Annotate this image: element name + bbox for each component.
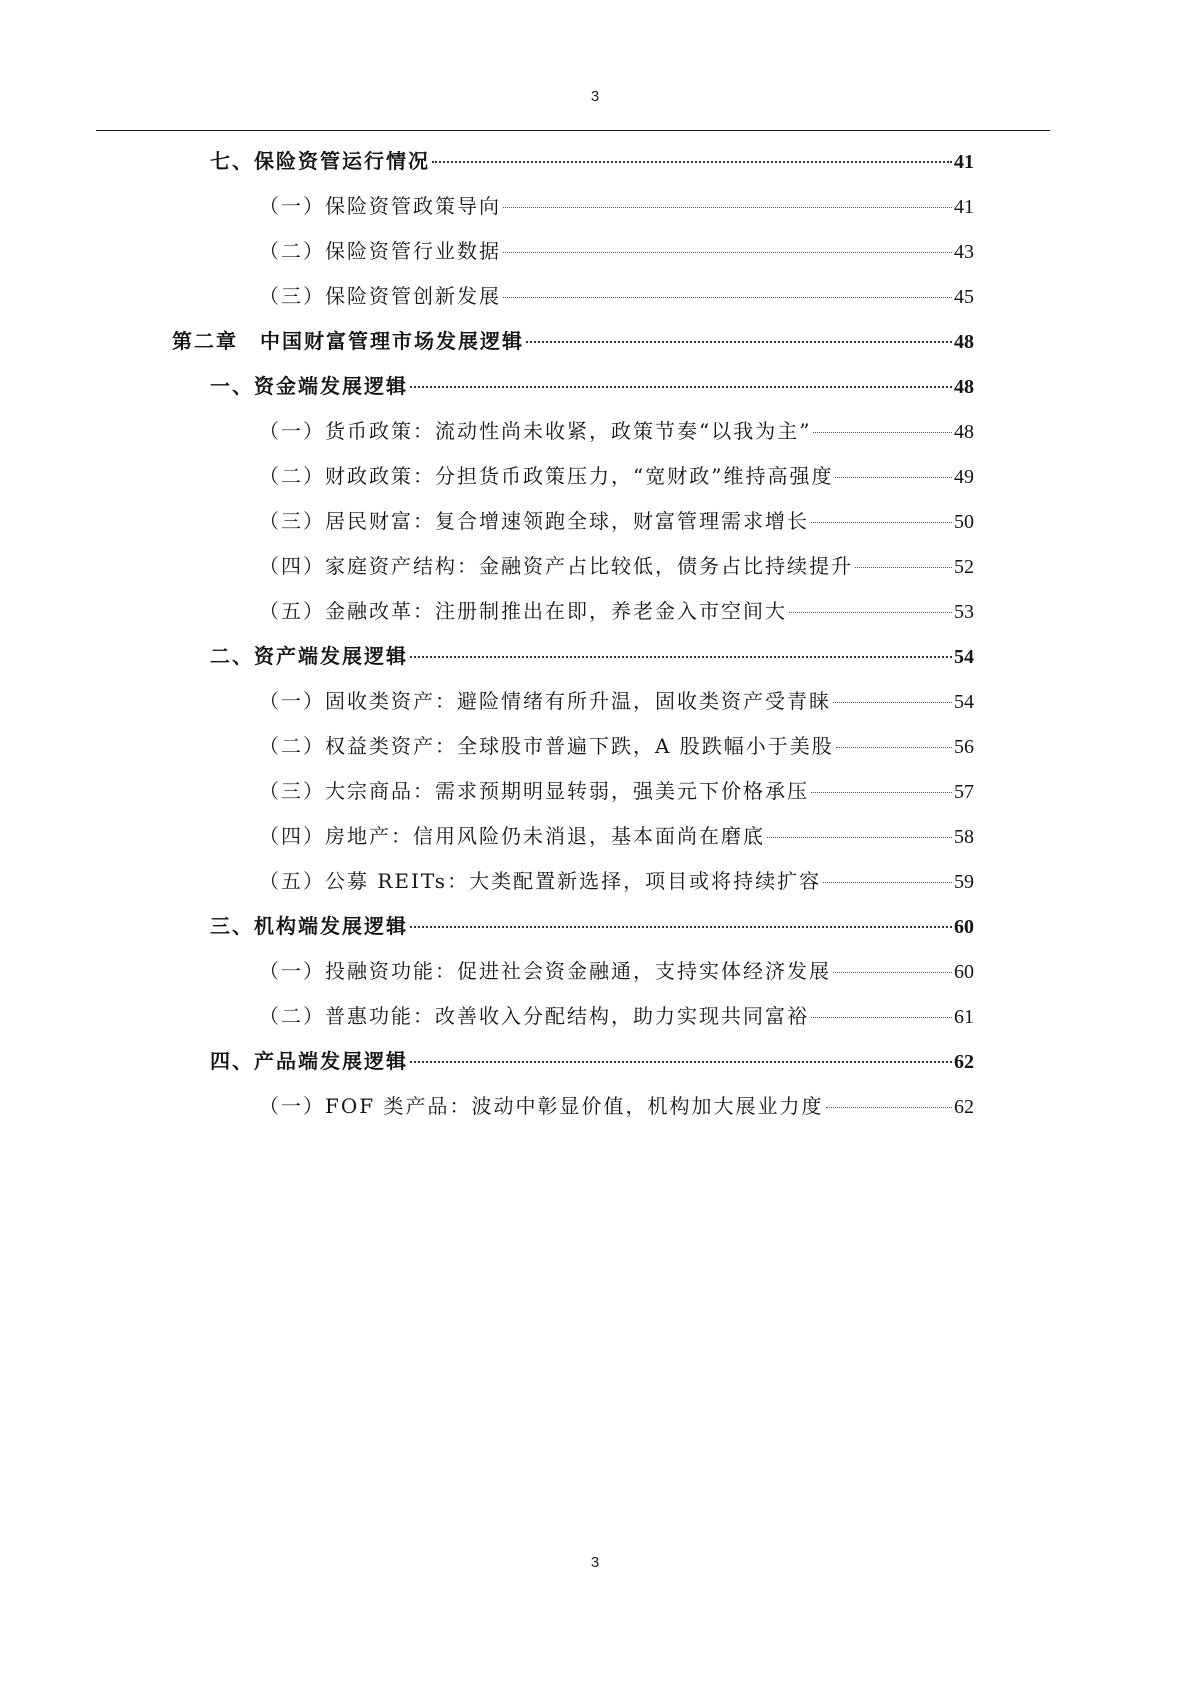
toc-leader-dots — [503, 297, 952, 298]
toc-entry-page: 41 — [954, 196, 974, 218]
toc-entry-page: 62 — [954, 1096, 974, 1118]
toc-entry-page: 48 — [954, 376, 974, 398]
toc-entry[interactable] — [259, 1000, 974, 1030]
toc-entry[interactable] — [259, 775, 974, 805]
toc-entry[interactable] — [259, 460, 974, 490]
toc-entry-title: （二）普惠功能：改善收入分配结构，助力实现共同富裕 — [259, 1004, 809, 1028]
toc-entry-title: （四）家庭资产结构：金融资产占比较低，债务占比持续提升 — [259, 554, 853, 578]
toc-leader-dots — [767, 837, 952, 838]
toc-entry-title: （一）FOF 类产品：波动中彰显价值，机构加大展业力度 — [259, 1094, 824, 1118]
toc-entry[interactable] — [210, 1045, 974, 1075]
toc-entry-page: 43 — [954, 241, 974, 263]
toc-leader-dots — [410, 656, 952, 658]
toc-entry-page: 62 — [954, 1051, 974, 1073]
toc-entry-page: 54 — [954, 646, 974, 668]
toc-entry[interactable] — [210, 910, 974, 940]
toc-entry[interactable] — [210, 640, 974, 670]
footer-page-number: 3 — [590, 1554, 600, 1571]
toc-entry[interactable] — [259, 955, 974, 985]
toc-entry-title: （五）金融改革：注册制推出在即，养老金入市空间大 — [259, 599, 787, 623]
toc-entry-page: 57 — [954, 781, 974, 803]
toc-entry-title: （一）货币政策：流动性尚未收紧，政策节奏“以我为主” — [259, 419, 812, 443]
toc-entry[interactable] — [259, 280, 974, 310]
toc-entry-title: 四、产品端发展逻辑 — [210, 1049, 408, 1073]
toc-entry[interactable] — [259, 550, 974, 580]
toc-entry-title: 七、保险资管运行情况 — [210, 149, 430, 173]
toc-entry-page: 54 — [954, 691, 974, 713]
toc-leader-dots — [833, 972, 952, 973]
toc-entry-title: 三、机构端发展逻辑 — [210, 914, 408, 938]
toc-entry[interactable] — [210, 370, 974, 400]
toc-entry-page: 60 — [954, 916, 974, 938]
toc-entry-title: （一）投融资功能：促进社会资金融通，支持实体经济发展 — [259, 959, 831, 983]
toc-entry-page: 50 — [954, 511, 974, 533]
toc-entry-page: 48 — [954, 421, 974, 443]
toc-leader-dots — [835, 477, 952, 478]
toc-entry-title: （二）权益类资产：全球股市普遍下跌，A 股跌幅小于美股 — [259, 734, 834, 758]
toc-entry[interactable] — [259, 820, 974, 850]
toc-leader-dots — [833, 702, 952, 703]
toc-entry-title: 二、资产端发展逻辑 — [210, 644, 408, 668]
toc-entry-title: （五）公募 REITs：大类配置新选择，项目或将持续扩容 — [259, 869, 822, 893]
toc-entry-title: （三）大宗商品：需求预期明显转弱，强美元下价格承压 — [259, 779, 809, 803]
header-page-number: 3 — [590, 88, 600, 105]
toc-leader-dots — [811, 792, 952, 793]
toc-entry-title: （四）房地产：信用风险仍未消退，基本面尚在磨底 — [259, 824, 765, 848]
toc-leader-dots — [526, 341, 952, 343]
toc-entry-title: （三）保险资管创新发展 — [259, 284, 501, 308]
toc-leader-dots — [410, 926, 952, 928]
toc-entry[interactable] — [259, 235, 974, 265]
toc-entry-page: 45 — [954, 286, 974, 308]
toc-entry-page: 52 — [954, 556, 974, 578]
toc-entry-page: 48 — [954, 331, 974, 353]
toc-leader-dots — [823, 882, 952, 883]
toc-chapter-entry[interactable] — [172, 325, 974, 355]
toc-entry[interactable] — [259, 1090, 974, 1120]
toc-entry[interactable] — [259, 505, 974, 535]
toc-entry-title: 第二章 中国财富管理市场发展逻辑 — [172, 329, 524, 353]
toc-leader-dots — [432, 161, 952, 163]
toc-entry-title: 一、资金端发展逻辑 — [210, 374, 408, 398]
toc-entry-title: （二）保险资管行业数据 — [259, 239, 501, 263]
toc-entry-page: 41 — [954, 151, 974, 173]
toc-entry-title: （三）居民财富：复合增速领跑全球，财富管理需求增长 — [259, 509, 809, 533]
toc-leader-dots — [813, 432, 952, 433]
toc-entry-page: 58 — [954, 826, 974, 848]
toc-leader-dots — [410, 386, 952, 388]
toc-entry-title: （一）保险资管政策导向 — [259, 194, 501, 218]
toc-entry-title: （一）固收类资产：避险情绪有所升温，固收类资产受青睐 — [259, 689, 831, 713]
toc-leader-dots — [503, 207, 952, 208]
toc-entry[interactable] — [259, 415, 974, 445]
toc-entry-page: 60 — [954, 961, 974, 983]
toc-leader-dots — [811, 1017, 952, 1018]
toc-entry-page: 61 — [954, 1006, 974, 1028]
toc-entry-title: （二）财政政策：分担货币政策压力，“宽财政”维持高强度 — [259, 464, 834, 488]
toc-entry[interactable] — [259, 190, 974, 220]
header-rule — [96, 130, 1050, 131]
toc-leader-dots — [855, 567, 952, 568]
toc-leader-dots — [503, 252, 952, 253]
toc-leader-dots — [789, 612, 952, 613]
toc-entry-page: 49 — [954, 466, 974, 488]
toc-entry[interactable] — [259, 865, 974, 895]
toc-entry-page: 53 — [954, 601, 974, 623]
toc-entry[interactable] — [259, 730, 974, 760]
toc-leader-dots — [836, 747, 952, 748]
toc-entry[interactable] — [259, 595, 974, 625]
toc-leader-dots — [811, 522, 952, 523]
toc-leader-dots — [410, 1061, 952, 1063]
toc-entry-page: 59 — [954, 871, 974, 893]
toc-entry[interactable] — [210, 145, 974, 175]
toc-entry-page: 56 — [954, 736, 974, 758]
toc-entry[interactable] — [259, 685, 974, 715]
toc-leader-dots — [826, 1107, 952, 1108]
